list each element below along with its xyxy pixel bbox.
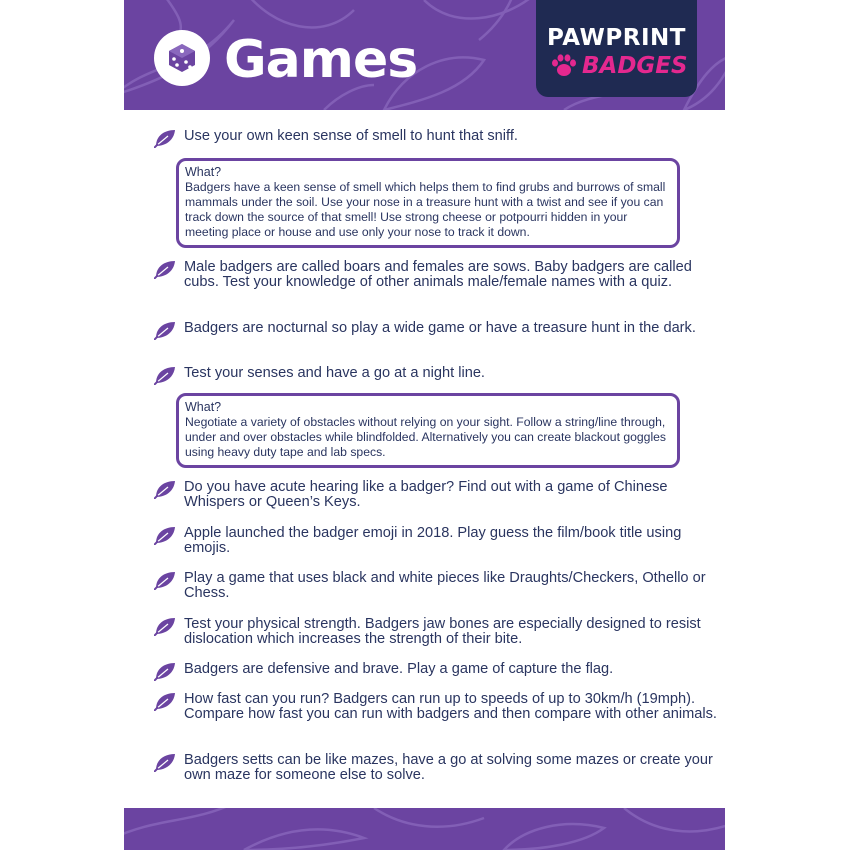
what-box <box>176 158 680 248</box>
activity-list <box>124 0 725 850</box>
leaf-icon <box>154 128 176 148</box>
leaf-icon <box>154 525 176 545</box>
what-box <box>176 393 680 468</box>
logo-line-1: PAWPRINT <box>547 25 686 51</box>
activity-sheet <box>124 0 725 850</box>
leaf-icon <box>154 320 176 340</box>
item-text: Do you have acute hearing like a badger? Find out with a game of Chinese Whispers or Queen’s Keys. <box>184 479 668 510</box>
what-text: Badgers have a keen sense of smell which helps them to find grubs and burrows of small mammals under the soil. Use your nose in a treasure hunt with a twist and see if you can track down the source of that smell! Use strong cheese or potpourri hidden in your meeting place or house and use only your nose to track it down. <box>185 180 666 239</box>
item-text: Badgers are defensive and brave. Play a game of capture the flag. <box>184 661 614 677</box>
what-label: What? <box>185 400 222 414</box>
footer-band <box>124 808 725 850</box>
item-text: Play a game that uses black and white pieces like Draughts/Checkers, Othello or Chess. <box>184 570 706 601</box>
leaf-icon <box>154 479 176 499</box>
item-text: Badgers are nocturnal so play a wide game or have a treasure hunt in the dark. <box>184 320 696 336</box>
leaf-icon <box>154 259 176 279</box>
what-text: Negotiate a variety of obstacles without relying on your sight. Follow a string/line through, under and over obstacles while blindfolded. Alternatively you can create blackout goggles using heavy duty tape and lab specs. <box>185 415 667 459</box>
item-text: Apple launched the badger emoji in 2018. Play guess the film/book title using emojis. <box>184 525 682 556</box>
leaf-icon <box>154 661 176 681</box>
logo-line-2: BADGES <box>582 53 688 79</box>
what-label: What? <box>185 165 222 179</box>
item-text: Use your own keen sense of smell to hunt that sniff. <box>184 128 518 144</box>
item-text: Male badgers are called boars and females are sows. Baby badgers are called cubs. Test your knowledge of other animals male/female names with a quiz. <box>184 259 692 290</box>
leaf-icon <box>154 752 176 772</box>
leaf-icon <box>154 365 176 385</box>
item-text: How fast can you run? Badgers can run up to speeds of up to 30km/h (19mph). Compare how fast you can run with badgers and then compare with other animals. <box>184 691 717 722</box>
leaf-icon <box>154 691 176 711</box>
item-text: Test your physical strength. Badgers jaw bones are especially designed to resist dislocation which increases the strength of their bite. <box>184 616 701 647</box>
page-title: Games <box>224 30 418 90</box>
item-text: Test your senses and have a go at a night line. <box>184 365 485 381</box>
leaf-icon <box>154 616 176 636</box>
leaf-pattern-decoration <box>124 808 725 850</box>
item-text: Badgers setts can be like mazes, have a go at solving some mazes or create your own maze for someone else to solve. <box>184 752 713 783</box>
leaf-icon <box>154 570 176 590</box>
